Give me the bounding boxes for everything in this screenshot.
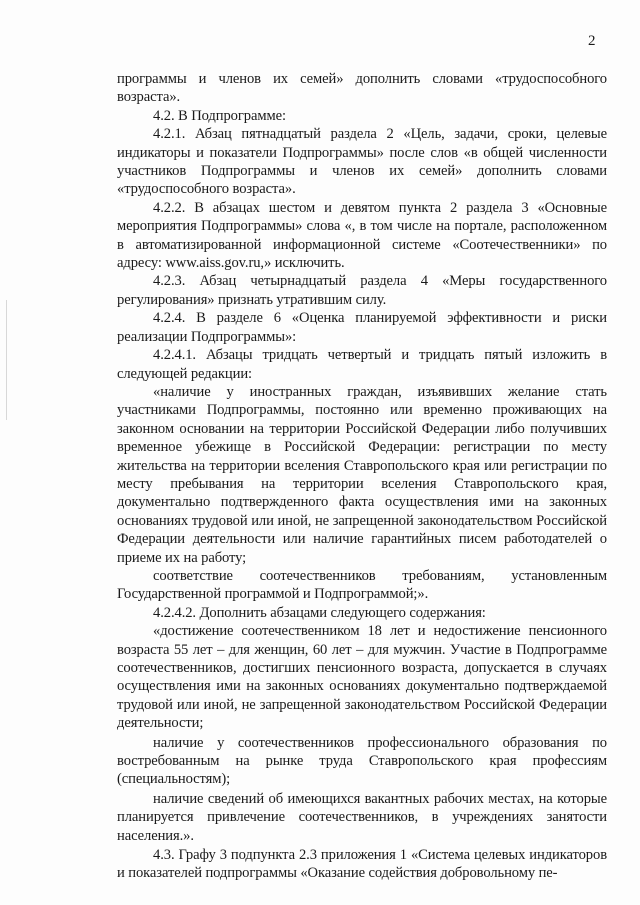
paragraph-4-2-4: 4.2.4. В разделе 6 «Оценка планируемой эффективности и риски реализации Подпрограммы»: <box>117 310 607 345</box>
paragraph-4-2-1: 4.2.1. Абзац пятнадцатый раздела 2 «Цель, задачи, сроки, целевые индикаторы и показатели Подпрограммы» после слов «в общей численности участников Подпрограммы и членов их семей» дополнить словами «трудоспособного возраста». <box>117 126 607 198</box>
paragraph-4-3: 4.3. Графу 3 подпункта 2.3 приложения 1 «Система целевых индикаторов и показателей подпрограммы «Оказание содействия добровольному пе- <box>117 847 607 882</box>
paragraph-quote-nalichie: «наличие у иностранных граждан, изъявивших желание стать участниками Подпрограммы, постоянно или временно проживающих на законном основании на территории Российской Федерации либо получивших временное убежище в Российской Федерации: регистрации по месту жительства на территории вселения Ставропольского края или регистрации по месту пребывания на территории вселения Ставропольского края, документально подтвержденного факта осуществления ими на законных основаниях трудовой или иной, не запрещенной законодательством Российской Федерации деятельности или наличие гарантийных писем работодателей о приеме их на работу; <box>117 383 607 566</box>
page-number: 2 <box>588 33 596 49</box>
paragraph-4-2-4-1: 4.2.4.1. Абзацы тридцать четвертый и тридцать пятый изложить в следующей редакции: <box>117 347 607 382</box>
paragraph-quote-dostizhenie: «достижение соотечественником 18 лет и недостижение пенсионного возраста 55 лет – для женщин, 60 лет – для мужчин. Участие в Подпрограмме соотечественников, достигших пенсионного возраста, допускается в случаях осуществления ими на законных основаниях документально подтверждаемой трудовой или иной, не запрещенной законодательством Российской Федерации деятельности; <box>117 623 607 732</box>
paragraph-vacancies: наличие сведений об имеющихся вакантных рабочих местах, на которые планируется привлечение соотечественников, в учреждениях занятости населения.». <box>117 790 607 844</box>
scan-margin-mark <box>6 300 7 420</box>
paragraph-sootvetstvie: соответствие соотечественников требованиям, установленным Государственной программой и Подпрограммой;». <box>117 567 607 603</box>
paragraph-4-2-4-2: 4.2.4.2. Дополнить абзацами следующего содержания: <box>153 604 486 621</box>
paragraph-4-2-2: 4.2.2. В абзацах шестом и девятом пункта 2 раздела 3 «Основные мероприятия Подпрограммы» слова «, в том числе на портале, расположенном в автоматизированной информационной системе «Соотечественники» по адресу: www.aiss.gov.ru,» исключить. <box>117 199 607 272</box>
paragraph-continuation: программы и членов их семей» дополнить словами «трудоспособного возраста». <box>117 71 607 106</box>
document-body <box>117 70 607 883</box>
paragraph-4-2: 4.2. В Подпрограмме: <box>153 107 286 124</box>
paragraph-4-2-3: 4.2.3. Абзац четырнадцатый раздела 4 «Меры государственного регулирования» признать утратившим силу. <box>117 273 607 308</box>
paragraph-professional-education: наличие у соотечественников профессионального образования по востребованным на рынке труда Ставропольского края профессиям (специальностям); <box>117 734 607 788</box>
